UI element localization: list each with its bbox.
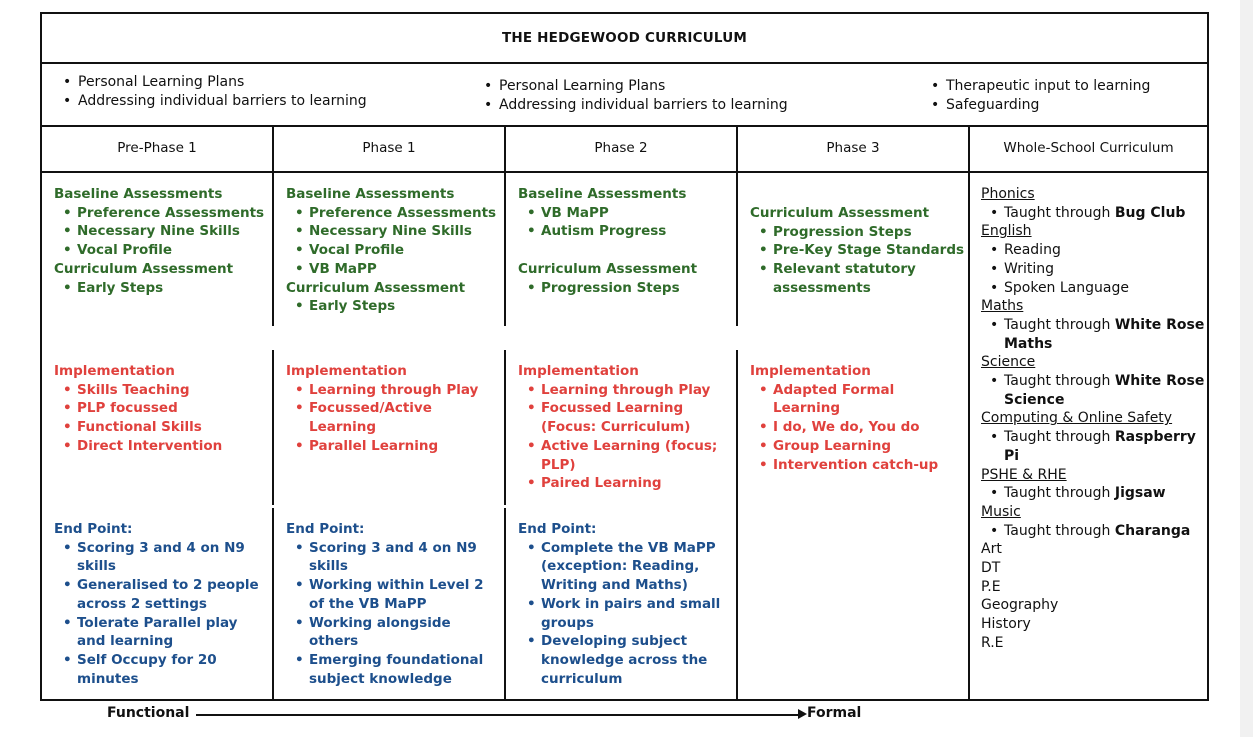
- intro-item: • Therapeutic input to learning: [931, 77, 1150, 96]
- column-divider: [504, 508, 506, 701]
- list-item: • Tolerate Parallel play and learning: [54, 614, 269, 651]
- column-divider: [736, 171, 738, 326]
- column-divider: [504, 171, 506, 326]
- section-heading: Curriculum Assessment: [54, 260, 234, 277]
- subject-plain: P.E: [981, 578, 1001, 595]
- intro-list-middle: [484, 77, 788, 114]
- section-heading: Baseline Assessments: [54, 186, 223, 202]
- list-item: • Focussed Learning (Focus: Curriculum): [518, 399, 733, 436]
- section-heading: End Point:: [54, 521, 133, 537]
- column-divider: [272, 171, 274, 326]
- column-divider: [504, 125, 506, 171]
- phase1-assessment: [286, 185, 501, 316]
- section-heading: Curriculum Assessment: [750, 205, 930, 221]
- list-item: • Adapted Formal Learning: [750, 381, 965, 418]
- list-item: • Working within Level 2 of the VB MaPP: [286, 576, 501, 613]
- progression-arrow: [196, 714, 800, 716]
- list-item: • Paired Learning: [518, 474, 733, 493]
- list-item: • Scoring 3 and 4 on N9 skills: [54, 539, 269, 576]
- list-item: • Reading: [981, 241, 1206, 260]
- phase2-assessment: [518, 185, 733, 297]
- list-item: • Focussed/Active Learning: [286, 399, 501, 436]
- subject-plain: R.E: [981, 634, 1004, 651]
- list-item: • I do, We do, You do: [750, 418, 965, 437]
- intro-row: [42, 62, 1207, 127]
- list-item: • VB MaPP: [286, 260, 501, 279]
- subject-plain: Geography: [981, 597, 1059, 614]
- list-item: • Preference Assessments: [54, 204, 269, 223]
- list-item: • Functional Skills: [54, 418, 269, 437]
- phase3-implementation: [750, 362, 965, 474]
- list-item: • Intervention catch-up: [750, 456, 965, 475]
- column-header-whole-school: Whole-School Curriculum: [1003, 140, 1174, 156]
- intro-item: • Personal Learning Plans: [63, 73, 367, 92]
- list-item: • Work in pairs and small groups: [518, 595, 733, 632]
- prephase1-end-point: [54, 520, 269, 688]
- intro-list-right: [931, 77, 1150, 114]
- list-item: • Emerging foundational subject knowledge: [286, 651, 501, 688]
- column-header-phase2: Phase 2: [594, 140, 648, 156]
- column-divider: [504, 350, 506, 505]
- list-item: • Vocal Profile: [54, 241, 269, 260]
- prephase1-assessment: [54, 185, 269, 297]
- list-item: • Necessary Nine Skills: [54, 222, 269, 241]
- list-item: • Pre-Key Stage Standards: [750, 241, 965, 260]
- section-heading: Implementation: [286, 363, 407, 379]
- phase1-implementation: [286, 362, 501, 456]
- subject-heading: Music: [981, 503, 1021, 520]
- list-item: • Necessary Nine Skills: [286, 222, 501, 241]
- list-item: • Writing: [981, 260, 1206, 279]
- list-item: • Skills Teaching: [54, 381, 269, 400]
- subject-heading: PSHE & RHE: [981, 466, 1067, 483]
- intro-item: • Addressing individual barriers to learning: [484, 96, 788, 115]
- list-item: • Group Learning: [750, 437, 965, 456]
- section-heading: Implementation: [750, 363, 871, 379]
- column-divider: [736, 350, 738, 701]
- section-heading: Curriculum Assessment: [286, 279, 466, 296]
- list-item: • Taught through Bug Club: [981, 204, 1206, 223]
- column-divider: [272, 508, 274, 701]
- column-headers: [42, 125, 1207, 173]
- intro-item: • Personal Learning Plans: [484, 77, 788, 96]
- list-item: • Progression Steps: [518, 279, 733, 298]
- page-edge: [1240, 0, 1253, 737]
- section-heading: End Point:: [518, 521, 597, 537]
- phase2-implementation: [518, 362, 733, 493]
- list-item: • Parallel Learning: [286, 437, 501, 456]
- list-item: • Learning through Play: [286, 381, 501, 400]
- list-item: • Complete the VB MaPP (exception: Reading, Writing and Maths): [518, 539, 733, 595]
- spacer: [518, 241, 733, 260]
- list-item: • Generalised to 2 people across 2 settings: [54, 576, 269, 613]
- section-heading: Implementation: [518, 363, 639, 379]
- column-divider: [968, 125, 970, 701]
- phase1-end-point: [286, 520, 501, 688]
- column-header-phase3: Phase 3: [826, 140, 880, 156]
- list-item: • Early Steps: [286, 297, 501, 316]
- list-item: • Early Steps: [54, 279, 269, 298]
- list-item: • Autism Progress: [518, 222, 733, 241]
- list-item: • Relevant statutory assessments: [750, 260, 965, 297]
- phase2-end-point: [518, 520, 733, 688]
- column-divider: [272, 350, 274, 505]
- list-item: • Taught through White Rose Maths: [981, 316, 1206, 353]
- list-item: • Taught through Charanga: [981, 522, 1206, 541]
- subject-plain: Art: [981, 541, 1002, 558]
- axis-label-functional: Functional: [107, 705, 190, 721]
- list-item: • Working alongside others: [286, 614, 501, 651]
- subject-heading: Phonics: [981, 186, 1035, 202]
- progression-axis: [0, 700, 1253, 730]
- section-heading: Implementation: [54, 363, 175, 379]
- list-item: • Progression Steps: [750, 223, 965, 242]
- section-heading: End Point:: [286, 521, 365, 537]
- list-item: • Preference Assessments: [286, 204, 501, 223]
- axis-label-formal: Formal: [807, 705, 862, 721]
- list-item: • Taught through Raspberry Pi: [981, 428, 1206, 465]
- whole-school-curriculum: [981, 185, 1206, 653]
- list-item: • Scoring 3 and 4 on N9 skills: [286, 539, 501, 576]
- section-heading: Baseline Assessments: [518, 186, 687, 202]
- subject-heading: English: [981, 223, 1032, 240]
- subject-plain: DT: [981, 560, 1001, 577]
- column-divider: [272, 125, 274, 171]
- section-heading: Curriculum Assessment: [518, 260, 698, 277]
- phase3-assessment: [750, 204, 965, 298]
- list-item: • Active Learning (focus; PLP): [518, 437, 733, 474]
- section-heading: Baseline Assessments: [286, 186, 455, 202]
- subject-heading: Science: [981, 354, 1036, 371]
- subject-heading: Computing & Online Safety: [981, 410, 1173, 427]
- prephase1-implementation: [54, 362, 269, 456]
- intro-list-left: [63, 73, 367, 110]
- column-header-prephase1: Pre-Phase 1: [117, 140, 197, 156]
- list-item: • VB MaPP: [518, 204, 733, 223]
- list-item: • Self Occupy for 20 minutes: [54, 651, 269, 688]
- column-header-phase1: Phase 1: [362, 140, 416, 156]
- list-item: • Learning through Play: [518, 381, 733, 400]
- list-item: • PLP focussed: [54, 399, 269, 418]
- list-item: • Taught through White Rose Science: [981, 372, 1206, 409]
- list-item: • Direct Intervention: [54, 437, 269, 456]
- list-item: • Developing subject knowledge across the curriculum: [518, 632, 733, 688]
- list-item: • Spoken Language: [981, 279, 1206, 298]
- list-item: • Taught through Jigsaw: [981, 484, 1206, 503]
- column-divider: [736, 125, 738, 171]
- subject-heading: Maths: [981, 298, 1024, 315]
- list-item: • Vocal Profile: [286, 241, 501, 260]
- intro-item: • Safeguarding: [931, 96, 1150, 115]
- intro-item: • Addressing individual barriers to learning: [63, 92, 367, 111]
- arrow-head-icon: [798, 709, 807, 719]
- table-title: THE HEDGEWOOD CURRICULUM: [42, 14, 1207, 64]
- subject-plain: History: [981, 616, 1031, 633]
